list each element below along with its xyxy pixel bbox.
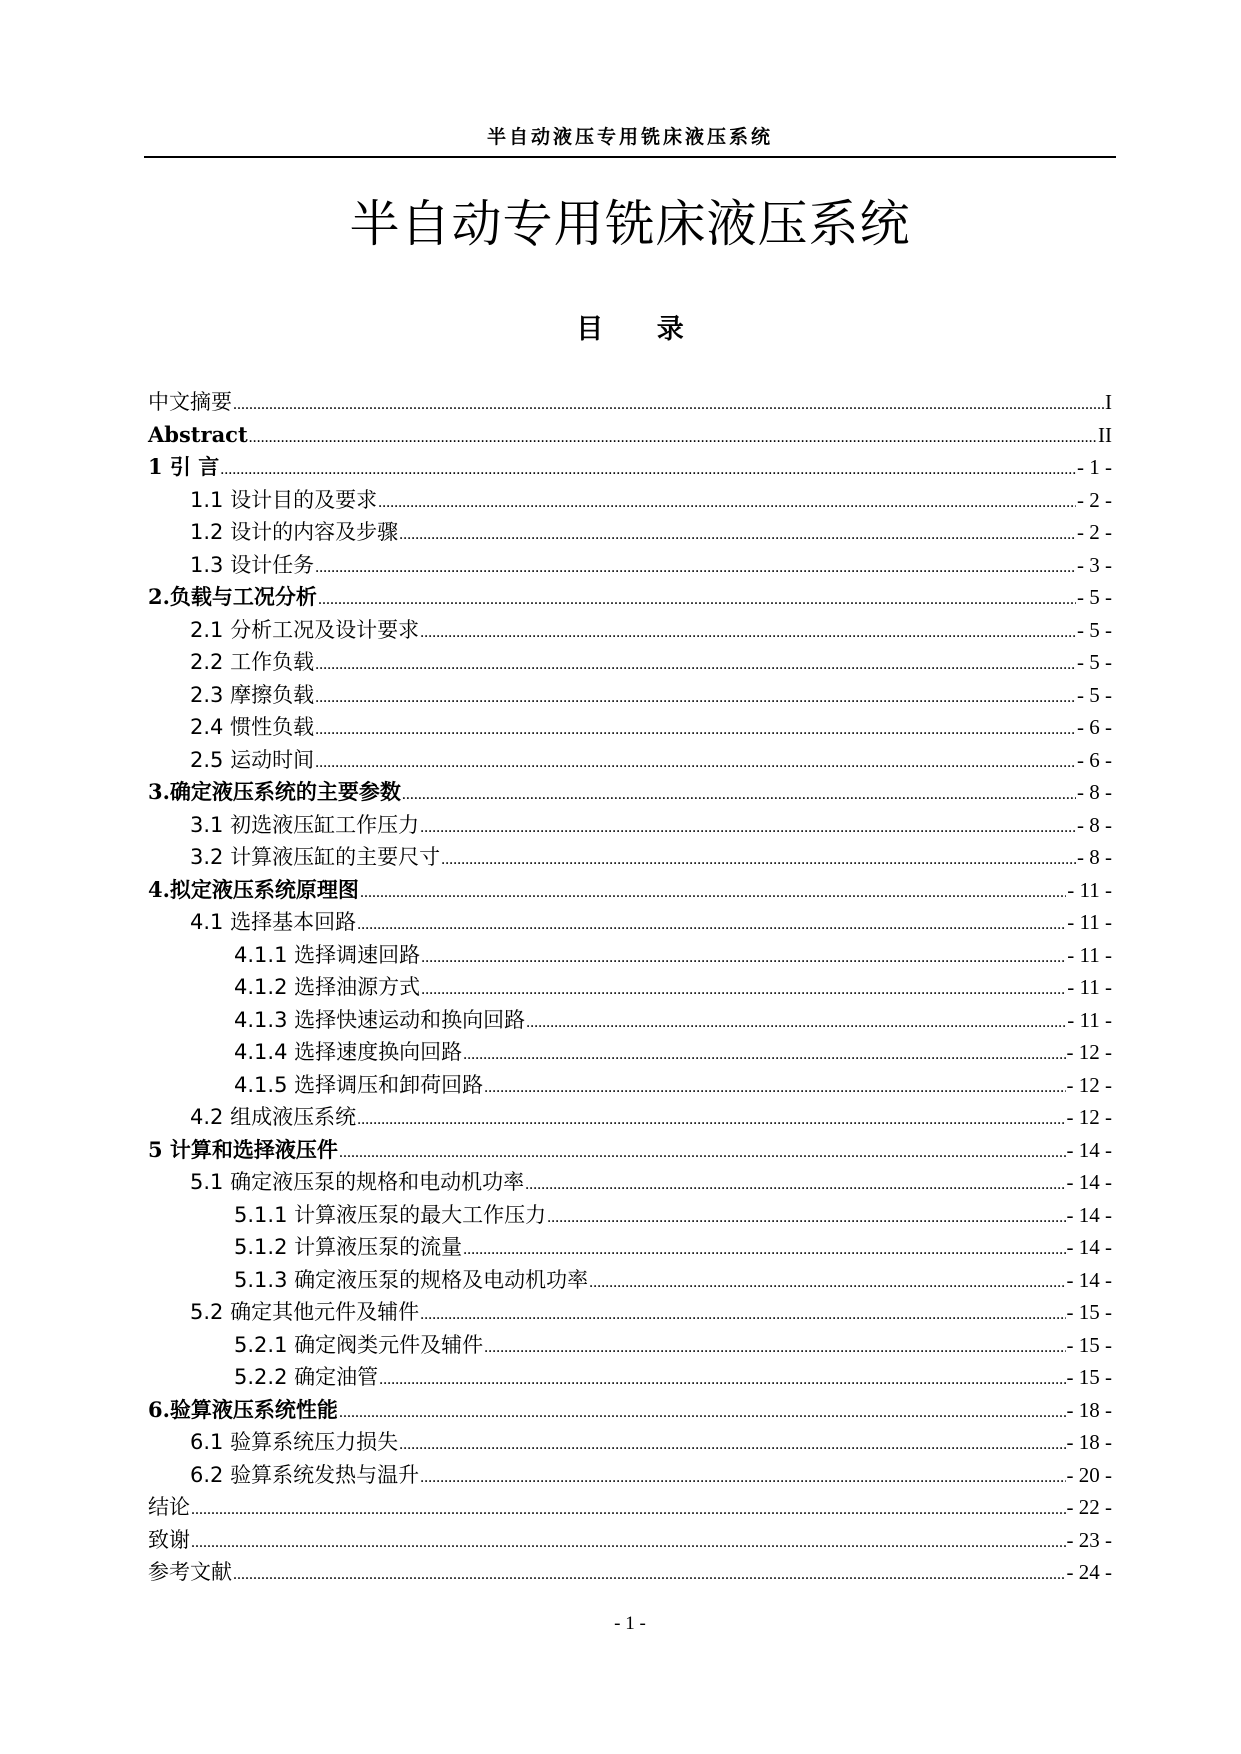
toc-entry-page: - 23 - [1066, 1527, 1112, 1552]
toc-entry[interactable] [148, 1329, 1112, 1362]
toc-entry-label: 4.1.4 选择速度换向回路 [234, 1040, 463, 1064]
toc-entry-page: - 14 - [1066, 1202, 1112, 1227]
toc-entry-label: 4.1 选择基本回路 [190, 910, 357, 934]
toc-dot-leader [463, 1234, 1065, 1267]
toc-entry-label: 5.1 确定液压泵的规格和电动机功率 [190, 1170, 525, 1194]
toc-dot-leader [315, 552, 1076, 585]
toc-dot-leader [315, 714, 1076, 747]
toc-dot-leader [233, 389, 1104, 422]
toc-entry-label: 2.3 摩擦负载 [190, 682, 315, 707]
toc-dot-leader [191, 1494, 1066, 1527]
toc-entry[interactable] [148, 419, 1112, 452]
toc-dot-leader [399, 1429, 1065, 1462]
toc-entry[interactable] [148, 1036, 1112, 1069]
toc-entry[interactable] [148, 1491, 1112, 1524]
toc-entry-page: - 5 - [1077, 682, 1112, 707]
toc-entry-label: 中文摘要 [148, 390, 232, 414]
toc-dot-leader [249, 422, 1097, 455]
toc-entry-page: - 11 - [1067, 942, 1112, 967]
toc-entry-page: - 18 - [1066, 1430, 1112, 1454]
toc-entry-label: 4.拟定液压系统原理图 [148, 876, 359, 902]
toc-entry[interactable] [148, 516, 1112, 549]
toc-entry[interactable] [148, 776, 1112, 809]
toc-entry-label: 3.确定液压系统的主要参数 [148, 779, 401, 804]
toc-entry-page: - 15 - [1066, 1332, 1112, 1357]
toc-entry-label: 2.1 分析工况及设计要求 [190, 617, 420, 642]
toc-entry[interactable] [148, 1231, 1112, 1264]
toc-entry-page: - 5 - [1077, 650, 1112, 674]
toc-entry[interactable] [148, 484, 1112, 517]
table-of-contents [148, 386, 1112, 1589]
toc-entry-label: 5.2.1 确定阀类元件及辅件 [234, 1332, 484, 1357]
toc-entry-page: - 14 - [1066, 1235, 1112, 1259]
toc-entry-label: Abstract [148, 421, 248, 447]
toc-entry-label: 参考文献 [148, 1560, 232, 1584]
toc-entry[interactable] [148, 646, 1112, 679]
toc-dot-leader [547, 1202, 1065, 1235]
toc-entry[interactable] [148, 939, 1112, 972]
toc-entry[interactable] [148, 386, 1112, 419]
toc-dot-leader [420, 812, 1076, 845]
toc-entry-page: - 15 - [1066, 1365, 1112, 1389]
toc-entry[interactable] [148, 1556, 1112, 1589]
toc-entry-label: 5.1.2 计算液压泵的流量 [234, 1235, 463, 1259]
toc-heading: 目 录 [576, 314, 684, 345]
toc-dot-leader [318, 584, 1076, 617]
toc-entry-label: 3.1 初选液压缸工作压力 [190, 812, 420, 837]
toc-entry-label: 结论 [148, 1495, 190, 1519]
toc-entry-page: - 8 - [1077, 812, 1112, 837]
toc-entry-label: 1.2 设计的内容及步骤 [190, 520, 399, 544]
toc-dot-leader [357, 909, 1066, 942]
toc-dot-leader [421, 974, 1066, 1007]
toc-entry-label: 3.2 计算液压缸的主要尺寸 [190, 845, 441, 869]
toc-entry-page: - 18 - [1066, 1397, 1112, 1422]
toc-dot-leader [379, 1364, 1065, 1397]
toc-dot-leader [315, 747, 1076, 780]
toc-entry-label: 4.2 组成液压系统 [190, 1105, 357, 1129]
toc-entry[interactable] [148, 744, 1112, 777]
toc-entry[interactable] [148, 1524, 1112, 1557]
toc-entry-page: - 12 - [1066, 1072, 1112, 1097]
toc-entry-label: 5.2 确定其他元件及辅件 [190, 1300, 420, 1324]
toc-entry-label: 5.2.2 确定油管 [234, 1365, 379, 1389]
toc-entry[interactable] [148, 809, 1112, 842]
toc-entry-label: 1.3 设计任务 [190, 552, 315, 577]
toc-dot-leader [420, 617, 1076, 650]
toc-entry-page: - 5 - [1077, 617, 1112, 642]
toc-dot-leader [526, 1007, 1066, 1040]
toc-entry[interactable] [148, 1264, 1112, 1297]
toc-entry-page: - 12 - [1066, 1105, 1112, 1129]
toc-entry-page: II [1098, 422, 1112, 447]
toc-entry-page: - 6 - [1077, 715, 1112, 739]
toc-entry-label: 2.5 运动时间 [190, 747, 315, 772]
toc-entry-page: - 11 - [1067, 975, 1112, 999]
toc-entry-label: 2.4 惯性负载 [190, 715, 315, 739]
toc-dot-leader [420, 1462, 1065, 1495]
toc-entry-label: 致谢 [148, 1527, 190, 1552]
toc-entry[interactable] [148, 874, 1112, 907]
toc-entry-page: - 11 - [1067, 877, 1112, 902]
toc-entry[interactable] [148, 451, 1112, 484]
toc-dot-leader [357, 1104, 1065, 1137]
page-number: - 1 - [614, 1613, 646, 1634]
toc-entry[interactable] [148, 1361, 1112, 1394]
toc-entry-page: - 6 - [1077, 747, 1112, 772]
toc-entry-page: - 1 - [1077, 455, 1112, 479]
toc-entry[interactable] [148, 1199, 1112, 1232]
toc-entry-page: - 14 - [1066, 1137, 1112, 1162]
toc-entry-label: 5.1.1 计算液压泵的最大工作压力 [234, 1202, 547, 1227]
toc-entry-label: 4.1.3 选择快速运动和换向回路 [234, 1007, 526, 1032]
toc-dot-leader [463, 1039, 1065, 1072]
toc-dot-leader [589, 1267, 1065, 1300]
toc-dot-leader [484, 1332, 1065, 1365]
toc-entry[interactable] [148, 906, 1112, 939]
toc-entry-page: - 24 - [1066, 1560, 1112, 1584]
toc-dot-leader [315, 682, 1076, 715]
toc-entry-page: - 8 - [1077, 845, 1112, 869]
toc-dot-leader [441, 844, 1076, 877]
toc-dot-leader [339, 1137, 1066, 1170]
toc-entry[interactable] [148, 841, 1112, 874]
toc-entry-page: I [1105, 390, 1112, 414]
toc-entry-label: 6.验算液压系统性能 [148, 1396, 338, 1422]
toc-dot-leader [315, 649, 1076, 682]
toc-entry[interactable] [148, 1296, 1112, 1329]
toc-dot-leader [360, 877, 1066, 910]
toc-entry-page: - 2 - [1077, 487, 1112, 512]
toc-entry-page: - 14 - [1066, 1170, 1112, 1194]
toc-entry-label: 6.1 验算系统压力损失 [190, 1430, 399, 1454]
toc-entry-page: - 20 - [1066, 1462, 1112, 1487]
toc-entry[interactable] [148, 1101, 1112, 1134]
toc-entry[interactable] [148, 971, 1112, 1004]
toc-entry[interactable] [148, 1394, 1112, 1427]
toc-entry-label: 4.1.5 选择调压和卸荷回路 [234, 1072, 484, 1097]
header-rule [144, 156, 1116, 158]
toc-entry-page: - 11 - [1067, 910, 1112, 934]
toc-entry-label: 6.2 验算系统发热与温升 [190, 1462, 420, 1487]
toc-dot-leader [399, 519, 1076, 552]
toc-entry-label: 2.负载与工况分析 [148, 584, 317, 609]
running-header: 半自动液压专用铣床液压系统 [486, 126, 773, 148]
toc-entry-label: 5 计算和选择液压件 [148, 1136, 338, 1162]
toc-dot-leader [191, 1527, 1066, 1560]
toc-dot-leader [525, 1169, 1065, 1202]
toc-entry[interactable] [148, 1426, 1112, 1459]
toc-entry-label: 1 引 言 [148, 454, 220, 479]
toc-dot-leader [233, 1559, 1066, 1592]
toc-entry[interactable] [148, 1134, 1112, 1167]
toc-entry-label: 1.1 设计目的及要求 [190, 487, 378, 512]
toc-entry[interactable] [148, 1166, 1112, 1199]
toc-entry[interactable] [148, 1069, 1112, 1102]
toc-entry-page: - 11 - [1067, 1007, 1112, 1032]
toc-entry-page: - 8 - [1077, 780, 1112, 804]
toc-entry-page: - 22 - [1066, 1495, 1112, 1519]
toc-entry[interactable] [148, 581, 1112, 614]
toc-entry[interactable] [148, 1004, 1112, 1037]
toc-dot-leader [378, 487, 1076, 520]
toc-entry-label: 2.2 工作负载 [190, 650, 315, 674]
toc-dot-leader [220, 454, 1076, 487]
toc-entry[interactable] [148, 679, 1112, 712]
document-title: 半自动专用铣床液压系统 [349, 195, 911, 253]
toc-entry[interactable] [148, 549, 1112, 582]
toc-entry[interactable] [148, 711, 1112, 744]
toc-dot-leader [421, 942, 1066, 975]
toc-dot-leader [339, 1397, 1066, 1430]
toc-dot-leader [402, 779, 1076, 812]
toc-entry-page: - 3 - [1077, 552, 1112, 577]
toc-entry-page: - 5 - [1077, 585, 1112, 609]
toc-dot-leader [420, 1299, 1065, 1332]
toc-entry-page: - 14 - [1066, 1267, 1112, 1292]
toc-entry-label: 5.1.3 确定液压泵的规格及电动机功率 [234, 1267, 589, 1292]
toc-entry-page: - 12 - [1066, 1040, 1112, 1064]
toc-dot-leader [484, 1072, 1065, 1105]
toc-entry[interactable] [148, 614, 1112, 647]
toc-entry[interactable] [148, 1459, 1112, 1492]
toc-entry-label: 4.1.2 选择油源方式 [234, 975, 421, 999]
toc-entry-label: 4.1.1 选择调速回路 [234, 942, 421, 967]
toc-entry-page: - 15 - [1066, 1300, 1112, 1324]
toc-entry-page: - 2 - [1077, 520, 1112, 544]
